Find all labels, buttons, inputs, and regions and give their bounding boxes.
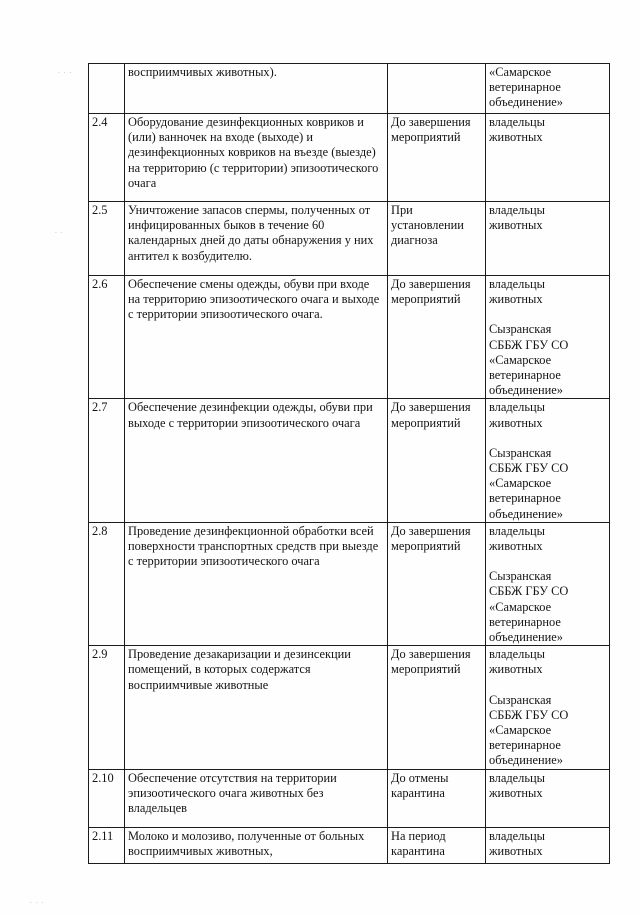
measure-description: Обеспечение дезинфекции одежды, обуви при выходе с территории эпизоотического очага (125, 399, 388, 522)
measure-term: До отмены карантина (388, 769, 486, 827)
responsible-line: «Самарское (489, 352, 552, 367)
responsible-line: владельцы (489, 277, 545, 291)
row-number: 2.7 (89, 399, 125, 522)
responsible-line: объединение» (489, 506, 563, 521)
measure-description: Проведение дезакаризации и дезинсекции помещений, в которых содержатся восприимчивые животные (125, 646, 388, 769)
table-row (89, 827, 610, 863)
spacer (489, 678, 606, 693)
responsible-party (486, 769, 610, 827)
responsible-line: «Самарское (489, 65, 552, 79)
responsible-line: владельцы (489, 647, 545, 662)
measures-table (88, 63, 610, 864)
measures-table-body (89, 64, 610, 864)
row-number: 2.4 (89, 114, 125, 202)
measure-description: восприимчивых животных). (125, 64, 388, 114)
responsible-line: животных (489, 539, 543, 554)
responsible-line: «Самарское (489, 723, 552, 738)
responsible-party (486, 64, 610, 114)
responsible-party (486, 114, 610, 202)
table-row (89, 769, 610, 827)
spacer (489, 554, 606, 569)
row-number: 2.5 (89, 202, 125, 276)
responsible-line: животных (489, 785, 543, 800)
responsible-line: ветеринарное (489, 491, 561, 506)
responsible-line: владельцы (489, 523, 545, 538)
table-row (89, 64, 610, 114)
responsible-line: животных (489, 843, 543, 858)
responsible-line: животных (489, 415, 543, 430)
responsible-line: «Самарское (489, 599, 552, 614)
measure-description: Молоко и молозиво, полученные от больных восприимчивых животных, (125, 827, 388, 863)
scan-artifact: · · · (58, 70, 73, 77)
row-number: 2.8 (89, 522, 125, 645)
spacer (489, 307, 606, 322)
responsible-line: объединение» (489, 630, 563, 645)
measure-description: Оборудование дезинфекционных ковриков и (или) ванночек на входе (выходе) и дезинфекционных ковриков на въезде (выезде) на территорию (с территории) эпизоотического очага (125, 114, 388, 202)
responsible-line: объединение» (489, 383, 563, 398)
measure-term: До завершения мероприятий (388, 114, 486, 202)
responsible-party (486, 646, 610, 769)
row-number (89, 64, 125, 114)
responsible-line: владельцы (489, 203, 545, 217)
measure-term: До завершения мероприятий (388, 276, 486, 399)
measure-description: Обеспечение смены одежды, обуви при входе на территорию эпизоотического очага и выходе с территории эпизоотического очага. (125, 276, 388, 399)
responsible-line: животных (489, 218, 543, 233)
responsible-line: животных (489, 292, 543, 307)
row-number: 2.11 (89, 827, 125, 863)
responsible-line: СББЖ ГБУ СО (489, 707, 569, 722)
scan-artifact: · · · (30, 900, 45, 907)
responsible-line: владельцы (489, 828, 545, 843)
responsible-party (486, 276, 610, 399)
table-row (89, 276, 610, 399)
table-row (89, 114, 610, 202)
row-number: 2.6 (89, 276, 125, 399)
responsible-line: владельцы (489, 115, 545, 129)
responsible-line: СББЖ ГБУ СО (489, 337, 569, 352)
table-row (89, 399, 610, 522)
responsible-line: Сызранская (489, 692, 552, 707)
measure-description: Обеспечение отсутствия на территории эпизоотического очага животных без владельцев (125, 769, 388, 827)
table-row (89, 522, 610, 645)
scan-artifact: · · (55, 230, 64, 237)
responsible-line: ветеринарное (489, 368, 561, 383)
responsible-party (486, 202, 610, 276)
spacer (489, 431, 606, 446)
responsible-line: животных (489, 130, 543, 145)
measure-term (388, 64, 486, 114)
measure-term: При установлении диагноза (388, 202, 486, 276)
responsible-party (486, 399, 610, 522)
responsible-line: Сызранская (489, 445, 552, 460)
row-number: 2.9 (89, 646, 125, 769)
responsible-line: объединение» (489, 95, 563, 110)
table-row (89, 202, 610, 276)
responsible-line: владельцы (489, 400, 545, 415)
measure-term: До завершения мероприятий (388, 522, 486, 645)
responsible-line: ветеринарное (489, 80, 561, 95)
responsible-party (486, 522, 610, 645)
responsible-line: ветеринарное (489, 614, 561, 629)
responsible-line: владельцы (489, 770, 545, 785)
responsible-line: Сызранская (489, 322, 552, 337)
responsible-line: СББЖ ГБУ СО (489, 584, 569, 599)
responsible-line: объединение» (489, 753, 563, 768)
responsible-line: животных (489, 662, 543, 677)
measure-term: До завершения мероприятий (388, 646, 486, 769)
responsible-line: Сызранская (489, 569, 552, 584)
measure-description: Уничтожение запасов спермы, полученных от инфицированных быков в течение 60 календарных дней до даты обнаружения у них антител к возбудителю. (125, 202, 388, 276)
table-row (89, 646, 610, 769)
measure-term: На период карантина (388, 827, 486, 863)
responsible-line: «Самарское (489, 476, 552, 491)
responsible-line: ветеринарное (489, 738, 561, 753)
responsible-party (486, 827, 610, 863)
measure-description: Проведение дезинфекционной обработки всей поверхности транспортных средств при выезде с территории эпизоотического очага (125, 522, 388, 645)
row-number: 2.10 (89, 769, 125, 827)
responsible-line: СББЖ ГБУ СО (489, 461, 569, 476)
measure-term: До завершения мероприятий (388, 399, 486, 522)
